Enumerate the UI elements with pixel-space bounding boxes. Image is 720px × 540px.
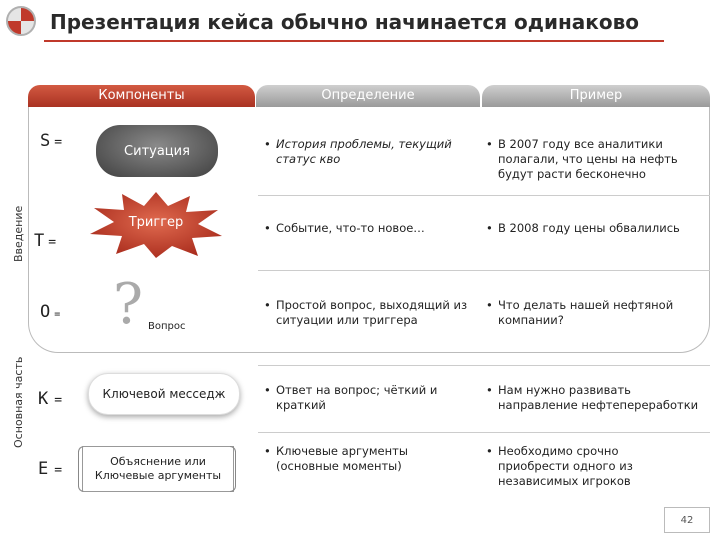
title-bar [0,0,720,46]
row-divider [258,432,710,433]
side-label-intro: Введение [12,205,25,262]
title-underline [44,40,664,42]
definition-cell: • История проблемы, текущий статус кво [264,137,452,166]
situation-badge [96,125,218,177]
bracket-right [230,446,236,492]
definition-cell: • Ключевые аргументы (основные моменты) [264,444,408,473]
definition-cell: • Ответ на вопрос; чёткий и краткий [264,383,438,412]
header-example: Пример [482,85,710,107]
key-message-label: Ключевой месседж [102,387,226,401]
trigger-starburst [86,190,226,260]
example-cell: • Нам нужно развивать направление нефтепереработки [486,383,699,412]
letter-e: E = [38,459,63,479]
example-cell: • В 2007 году все аналитики полагали, что цены на нефть будут расти бесконечно [486,137,678,181]
example-cell: • Необходимо срочно приобрести одного из независимых игроков [486,444,633,488]
question-label: Вопрос [148,321,186,332]
letter-t: T = [34,231,57,251]
example-cell: • Что делать нашей нефтяной компании? [486,298,674,327]
situation-label: Ситуация [124,143,190,159]
letter-s: S = [40,131,63,151]
logo-icon [6,6,36,36]
question-mark-icon: ? [113,272,144,337]
key-message-box [88,373,240,415]
row-divider [258,365,710,366]
letter-o: O = [40,302,61,322]
trigger-label: Триггер [128,214,184,230]
definition-cell: • Событие, что-то новое… [264,221,425,235]
page-number: 42 [664,507,710,533]
row-divider [258,270,710,271]
example-cell: • В 2008 году цены обвалились [486,221,680,235]
letter-k: K = [38,389,63,409]
definition-cell: • Простой вопрос, выходящий из ситуации или триггера [264,298,468,327]
page-title: Презентация кейса обычно начинается одинаково [50,10,639,34]
side-label-main: Основная часть [12,356,25,448]
explanation-box: Объяснение или Ключевые аргументы [82,446,234,492]
header-definition: Определение [256,85,480,107]
header-components: Компоненты [28,85,255,107]
row-divider [258,195,710,196]
